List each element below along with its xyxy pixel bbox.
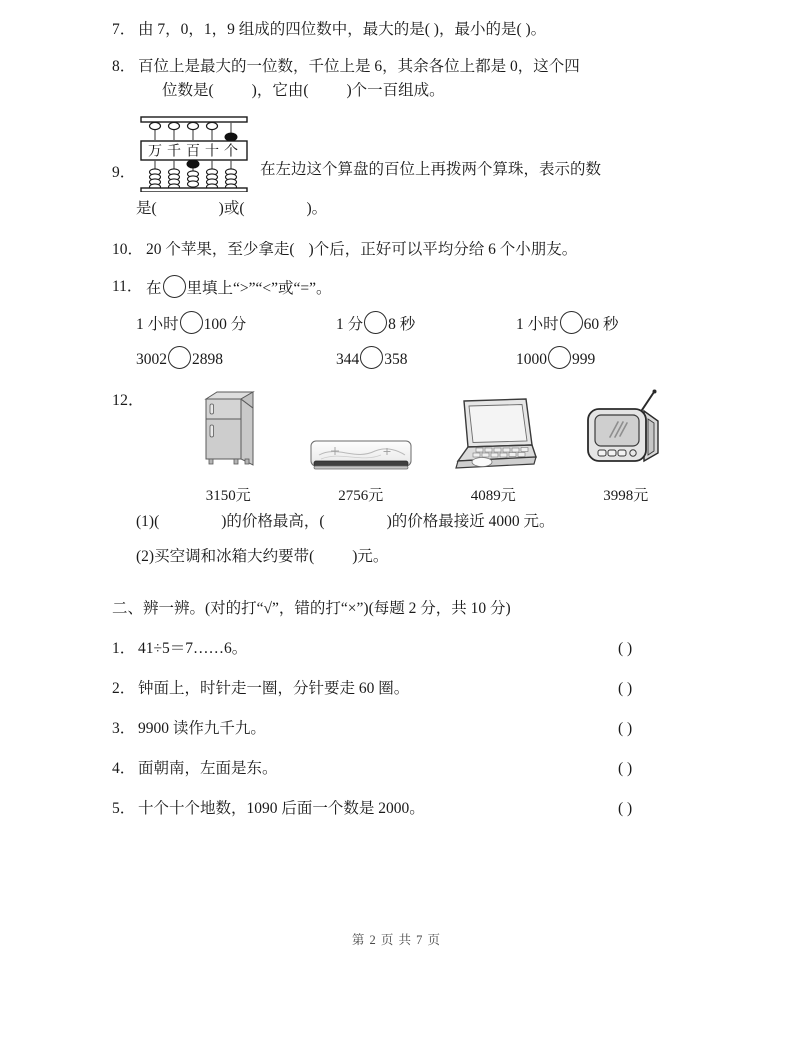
tf-1-number: 1． xyxy=(112,640,136,658)
television-image xyxy=(582,385,670,477)
question-11-prompt-a: 在 xyxy=(146,280,162,298)
abacus-active-bead-upper xyxy=(225,133,237,141)
tf-3-number: 3． xyxy=(112,720,136,738)
question-9-after-b: )或( xyxy=(218,200,245,218)
compare-pair-5 xyxy=(336,346,516,369)
question-8-line2-a: 位数是( xyxy=(162,82,214,100)
tf-5-text: 十个十个地数，1090 后面一个数是 2000。 xyxy=(138,800,425,818)
compare-pair-2 xyxy=(336,311,516,334)
compare-right: 8 秒 xyxy=(388,316,416,334)
compare-left: 1 小时 xyxy=(136,316,179,334)
compare-left: 1000 xyxy=(516,351,547,369)
question-8-number: 8． xyxy=(112,58,136,76)
tf-2-number: 2． xyxy=(112,680,136,698)
abacus-active-bead-lower xyxy=(187,160,199,168)
good-item xyxy=(162,385,295,505)
abacus-label-shi: 十 xyxy=(205,144,219,160)
tf-item-3 xyxy=(112,716,692,738)
abacus-label-ge: 个 xyxy=(224,144,238,160)
tf-3-text: 9900 读作九千九。 xyxy=(138,720,266,738)
question-8-line1: 百位上是最大的一位数，千位上是 6，其余各位上都是 0，这个四 xyxy=(138,58,580,76)
laptop-icon xyxy=(448,397,538,477)
page-footer: 第 2 页 共 7 页 xyxy=(351,933,442,947)
compare-right: 358 xyxy=(384,351,408,369)
good-item xyxy=(427,385,560,505)
tf-item-4 xyxy=(112,756,692,778)
compare-left: 3002 xyxy=(136,351,167,369)
tf-2-text: 钟面上，时针走一圈，分针要走 60 圈。 xyxy=(138,680,410,698)
good-price: 3998元 xyxy=(603,488,649,505)
question-7-text: 由 7，0，1，9 组成的四位数中，最大的是( )，最小的是( )。 xyxy=(138,21,547,38)
question-8-line2 xyxy=(138,79,692,103)
question-10-text-a: 20 个苹果，至少拿走( xyxy=(146,241,295,259)
refrigerator-icon xyxy=(197,389,259,477)
sub-2-end: )元。 xyxy=(352,548,389,566)
question-12 xyxy=(112,385,692,505)
question-9-text: 在左边这个算盘的百位上再拨两个算珠，表示的数 xyxy=(260,161,602,179)
tf-1-answer-box[interactable]: ( ) xyxy=(618,640,633,658)
compare-right: 999 xyxy=(572,351,596,369)
worksheet-content xyxy=(112,18,692,836)
sub-1-end: )的价格最接近 4000 元。 xyxy=(386,513,555,531)
question-8-body xyxy=(138,55,692,103)
refrigerator-image xyxy=(197,385,259,477)
tf-item-1 xyxy=(112,636,692,658)
compare-circle[interactable] xyxy=(364,311,387,334)
question-12-sub-1 xyxy=(112,509,692,531)
question-10-number: 10． xyxy=(112,241,144,259)
compare-right: 2898 xyxy=(192,351,223,369)
good-price: 4089元 xyxy=(470,488,516,505)
question-8 xyxy=(112,55,692,103)
compare-right: 100 分 xyxy=(203,316,247,334)
question-11-prompt xyxy=(146,275,692,301)
question-7 xyxy=(112,18,692,42)
tf-5-number: 5． xyxy=(112,800,136,818)
question-7-body xyxy=(138,18,692,42)
question-9-answer-line xyxy=(112,196,692,218)
air-conditioner-image xyxy=(309,385,413,477)
section-two-heading: 二、辨一辨。(对的打“√”，错的打“×”)(每题 2 分，共 10 分) xyxy=(112,600,511,618)
sub-1-mid: )的价格最高，( xyxy=(221,513,325,531)
compare-circle[interactable] xyxy=(560,311,583,334)
good-item xyxy=(560,385,693,505)
tf-5-answer-box[interactable]: ( ) xyxy=(618,800,633,818)
question-12-sub-2 xyxy=(112,544,692,566)
tf-1-text: 41÷5＝7……6。 xyxy=(138,640,248,658)
compare-grid xyxy=(112,311,692,369)
abacus-illustration xyxy=(138,116,250,200)
question-8-line2-b: )，它由( xyxy=(251,82,309,100)
compare-circle[interactable] xyxy=(360,346,383,369)
compare-circle[interactable] xyxy=(168,346,191,369)
compare-left: 1 分 xyxy=(336,316,364,334)
question-11-body xyxy=(146,275,692,301)
good-price: 3150元 xyxy=(205,488,251,505)
abacus-label-bai: 百 xyxy=(186,144,200,160)
question-11 xyxy=(112,275,692,301)
compare-pair-3 xyxy=(516,311,716,334)
abacus-label-qian: 千 xyxy=(167,144,181,160)
air-conditioner-icon xyxy=(309,435,413,477)
tf-4-answer-box[interactable]: ( ) xyxy=(618,760,633,778)
question-11-number: 11． xyxy=(112,278,143,296)
compare-circle[interactable] xyxy=(548,346,571,369)
goods-list xyxy=(146,385,692,505)
tf-4-number: 4． xyxy=(112,760,136,778)
sub-1-label: (1)( xyxy=(136,513,160,531)
question-10-body xyxy=(146,238,692,262)
compare-circle[interactable] xyxy=(163,275,186,298)
good-price: 2756元 xyxy=(338,488,384,505)
question-8-line2-c: )个一百组成。 xyxy=(346,82,445,100)
abacus-icon xyxy=(138,116,250,192)
tf-2-answer-box[interactable]: ( ) xyxy=(618,680,633,698)
laptop-image xyxy=(448,385,538,477)
good-item xyxy=(295,385,428,505)
compare-pair-4 xyxy=(136,346,336,369)
compare-left: 1 小时 xyxy=(516,316,559,334)
question-11-prompt-b: 里填上“>”“<”或“=”。 xyxy=(186,280,332,298)
tf-item-5 xyxy=(112,796,692,818)
question-9 xyxy=(112,116,692,200)
tf-item-2 xyxy=(112,676,692,698)
question-9-after-a: 是( xyxy=(136,200,157,218)
television-icon xyxy=(582,389,670,477)
compare-left: 344 xyxy=(336,351,360,369)
tf-4-text: 面朝南，左面是东。 xyxy=(138,760,278,778)
compare-pair-1 xyxy=(136,311,336,334)
question-10-text-b: )个后，正好可以平均分给 6 个小朋友。 xyxy=(308,241,578,259)
compare-circle[interactable] xyxy=(180,311,203,334)
question-9-number: 9． xyxy=(112,164,136,182)
abacus-label-wan: 万 xyxy=(148,144,162,160)
compare-pair-6 xyxy=(516,346,716,369)
question-10 xyxy=(112,238,692,262)
tf-3-answer-box[interactable]: ( ) xyxy=(618,720,633,738)
question-9-after-c: )。 xyxy=(306,200,328,218)
question-10-text xyxy=(146,238,692,262)
compare-right: 60 秒 xyxy=(583,316,619,334)
question-12-number: 12． xyxy=(112,392,145,410)
question-7-number: 7． xyxy=(112,21,136,38)
sub-2-label: (2)买空调和冰箱大约要带( xyxy=(136,548,315,566)
